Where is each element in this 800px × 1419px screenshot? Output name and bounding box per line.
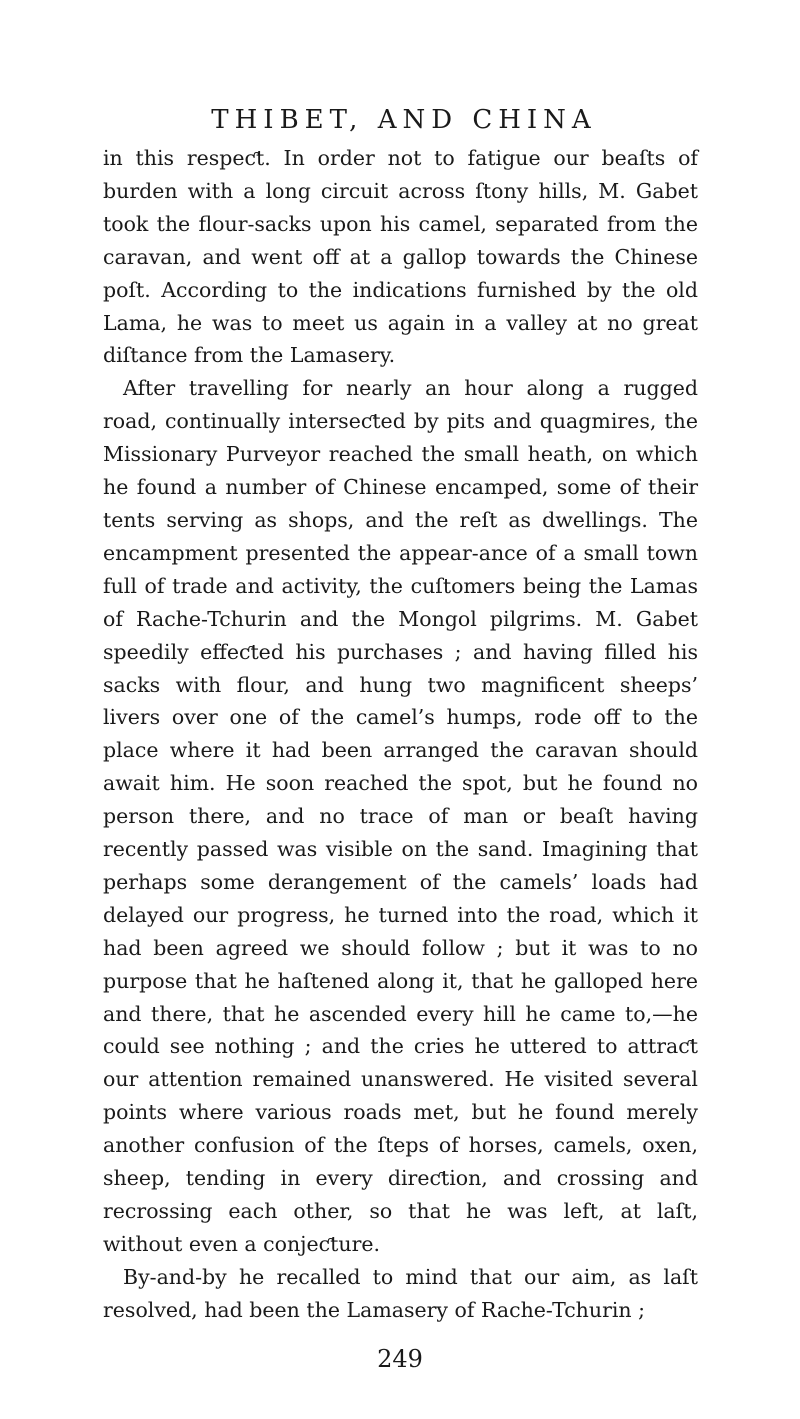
running-head: THIBET, AND CHINA — [211, 105, 597, 135]
paragraph-2: After travelling for nearly an hour along a rugged road, continually interseƈted by pits and quagmires, the Missionary Purveyor reached the small heath, on which he found a number of Chinese encamped, some of their tents serving as shops, and the reſt as dwellings. The encampment presented the appear-ance of a small town full of trade and activity, the cuſtomers being the Lamas of Rache-Tchurin and the Mongol pilgrims. M. Gabet speedily effeƈted his purchases ; and having filled his sacks with flour, and hung two magnificent sheeps’ livers over one of the camel’s humps, rode off to the place where it had been arranged the caravan should await him. He soon reached the spot, but he found no person there, and no trace of man or beaſt having recently passed was visible on the sand. Imagining that perhaps some derangement of the camels’ loads had delayed our progress, he turned into the road, which it had been agreed we should follow ; but it was to no purpose that he haſtened along it, that he galloped here and there, that he ascended every hill he came to,—he could see nothing ; and the cries he uttered to attraƈt our attention remained unanswered. He visited several points where various roads met, but he found merely another confusion of the ſteps of horses, camels, oxen, sheep, tending in every direƈtion, and crossing and recrossing each other, so that he was left, at laſt, without even a conjeƈture. — [103, 376, 698, 1256]
paragraph-1: in this respeƈt. In order not to fatigue our beaſts of burden with a long circuit across ſtony hills, M. Gabet took the flour-sacks upon his camel, separated from the caravan, and went off at a gallop towards the Chinese poſt. According to the indications furnished by the old Lama, he was to meet us again in a valley at no great diſtance from the Lamasery. — [103, 146, 698, 368]
body-text — [103, 142, 698, 1327]
page-number: 249 — [377, 1345, 423, 1373]
paragraph-3: By-and-by he recalled to mind that our aim, as laſt resolved, had been the Lamasery of Rache-Tchurin ; — [103, 1264, 698, 1322]
